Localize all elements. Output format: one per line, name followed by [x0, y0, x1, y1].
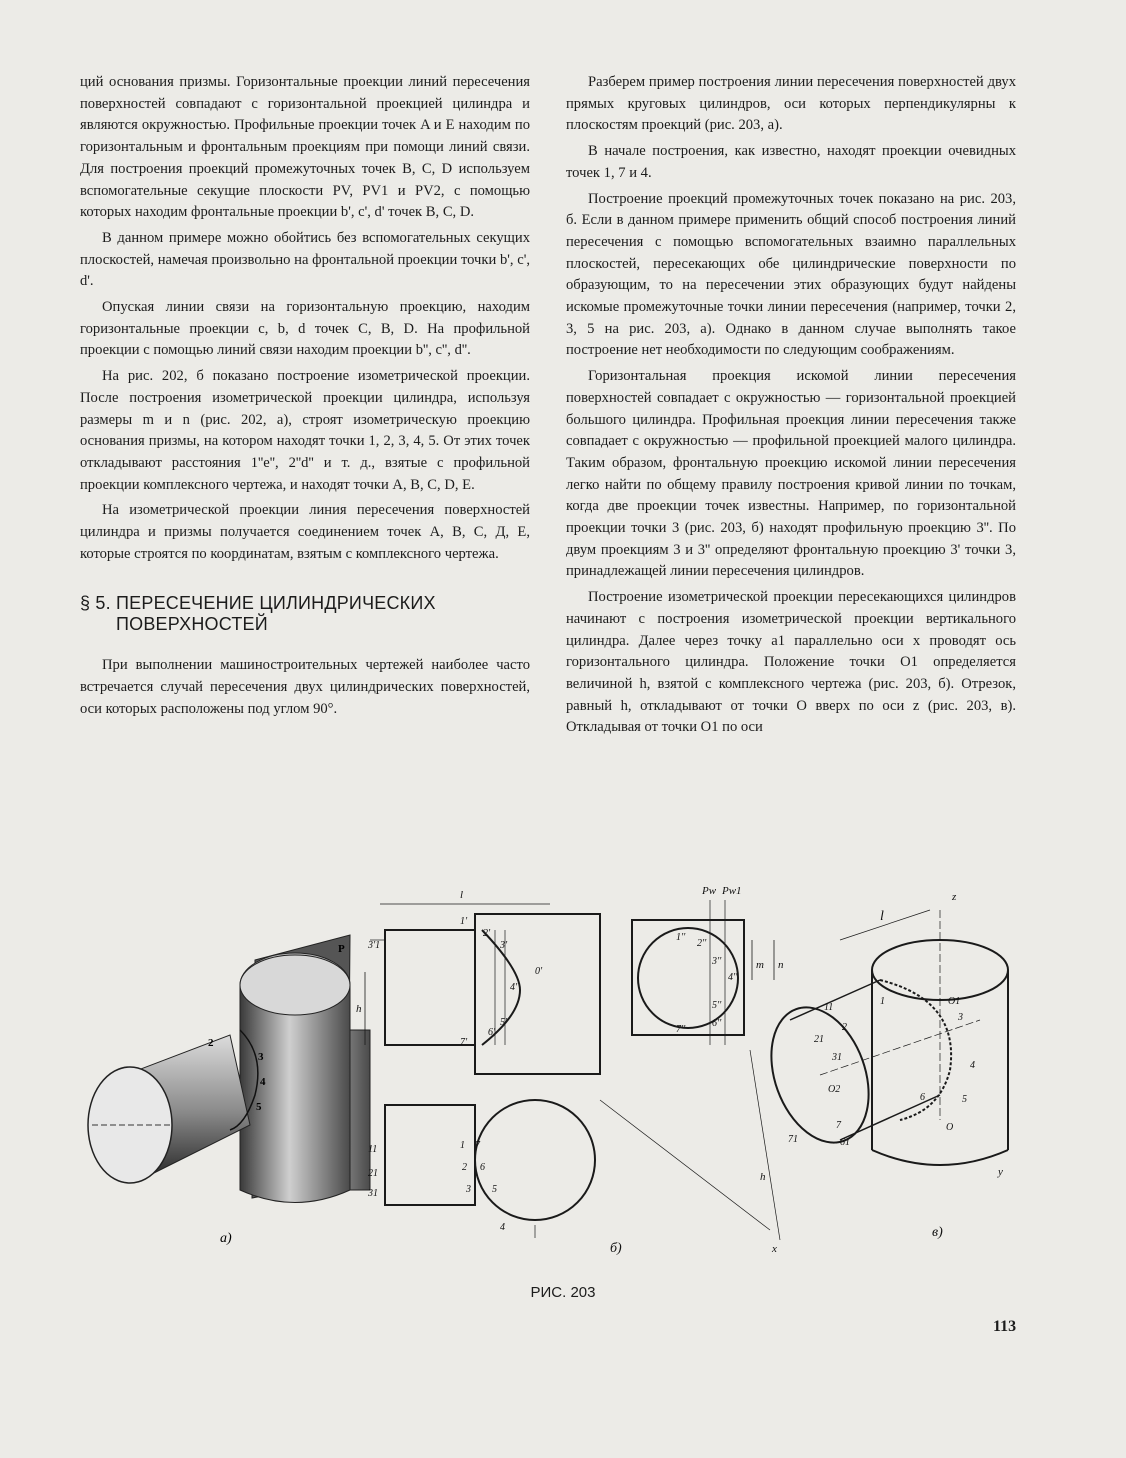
profile-point: 6'' — [712, 1018, 722, 1029]
picture-point: 5 — [256, 1101, 262, 1113]
profile-point: 2'' — [697, 938, 707, 949]
paragraph: В данном примере можно обойтись без вспомогательных секущих плоскостей, намечая произвольно на фронтальной проекции точки b', c', d'. — [80, 229, 530, 290]
top-point: 7 — [475, 1140, 480, 1151]
front-point: 0' — [535, 966, 543, 977]
dim-n: n — [778, 959, 784, 971]
left-column — [80, 72, 530, 725]
iso-point: 11 — [824, 1002, 834, 1013]
paragraph: Горизонтальная проекция искомой линии пересечения поверхностей совпадает с окружностью — горизонтальной проекцией большого цилиндра. Профильная проекция линии пересечения также совпадает с окружностью — профильной проекцией малого цилиндра. Таким образом, фронтальную проекцию искомой линии пересечения легко найти по общему правилу построения кривой линии по точкам, когда две проекции точек известны. Например, по горизонтальной проекции точки 3 (рис. 203, б) находят профильную проекцию 3''. По двум проекциям 3 и 3'' определяют фронтальную проекцию 3' точки 3, принадлежащей линии пересечения цилиндров. — [566, 368, 1016, 580]
profile-point: 1'' — [676, 932, 686, 943]
iso-point: 2 — [842, 1022, 847, 1033]
orthographic-view — [356, 885, 784, 1256]
top-point: 3 — [466, 1184, 471, 1195]
iso-point: O — [946, 1122, 954, 1133]
picture-point: 3 — [258, 1051, 264, 1063]
top-point: 1 — [460, 1140, 465, 1151]
front-point: 5' — [500, 1017, 508, 1028]
heading-line-1: § 5. ПЕРЕСЕЧЕНИЕ ЦИЛИНДРИЧЕСКИХ — [80, 593, 436, 614]
paragraph: При выполнении машиностроительных чертежей наиболее часто встречается случай пересечения двух цилиндрических поверхностей, оси которых расположены под углом 90°. — [80, 657, 530, 717]
paragraph: На рис. 202, б показано построение изометрической проекции. После построения изометрической проекции цилиндра, используя размеры m и n (рис. 202, а), строят изометрическую проекцию основания призмы, на котором находят точки 1, 2, 3, 4, 5. От этих точек откладывают расстояния 1''e'', 2''d'' и т. д., взятые с профильной проекции комплексного чертежа, и находят точки A, B, C, D, E. — [80, 368, 530, 493]
figure-203 — [80, 880, 1040, 1260]
iso-point: 3 — [958, 1012, 963, 1023]
iso-point: 31 — [832, 1052, 842, 1063]
paragraph: Построение проекций промежуточных точек показано на рис. 203, б. Если в данном примере применить общий способ построения линий пересечения с помощью вспомогательных взаимно параллельных плоскостей, пересекающих обе цилиндрические поверхности по образующим, то на пересечении этих образующих будут найдены искомые промежуточные точки линии пересечения (например, точки 2, 3, 5 на рис. 203, а). Однако в данном случае выполнять такое построение нет необходимости по следующим соображениям. — [566, 190, 1016, 359]
front-point: 2' — [483, 928, 491, 939]
pictorial-view — [88, 935, 370, 1246]
iso-point: O2 — [828, 1084, 841, 1095]
plane-pw: Pw — [702, 885, 717, 897]
iso-point: 4 — [970, 1060, 975, 1071]
top-point: 11 — [368, 1144, 378, 1155]
top-point: 4 — [500, 1222, 505, 1233]
front-point: 4' — [510, 982, 518, 993]
page-number: 113 — [993, 1318, 1017, 1335]
picture-point: 2 — [208, 1037, 214, 1049]
paragraph: Опуская линии связи на горизонтальную проекцию, находим горизонтальные проекции c, b, d точек C, B, D. На профильной проекции с помощью линий связи находим проекции b'', c'', d''. — [80, 299, 530, 359]
axis-z: z — [952, 891, 957, 903]
paragraph: Построение изометрической проекции пересекающихся цилиндров начинают с построения изометрической проекции вертикального цилиндра. Далее через точку a1 параллельно оси x проводят ось горизонтального цилиндра. Положение точки O1 определяется величиной h, взятой с комплексного чертежа (рис. 203, б). Отрезок, равный h, откладывают от точки O вверх по оси z (рис. 203, в). Откладывая от точки O1 по оси — [566, 589, 1016, 736]
top-point: 31 — [368, 1188, 378, 1199]
iso-point: 1 — [880, 996, 885, 1007]
paragraph: В начале построения, как известно, находят проекции очевидных точек 1, 7 и 4. — [566, 143, 1016, 181]
iso-point: 6 — [920, 1092, 925, 1103]
label-a: а) — [220, 1231, 232, 1246]
dim-h: h — [356, 1003, 362, 1015]
profile-point: 4'' — [728, 972, 738, 983]
dim-l-iso: l — [880, 909, 884, 924]
iso-point: 5 — [962, 1094, 967, 1105]
heading-line-2: ПОВЕРХНОСТЕЙ — [116, 614, 268, 635]
top-point: 5 — [492, 1184, 497, 1195]
right-column — [566, 72, 1016, 743]
front-point: 3'1 — [368, 940, 381, 951]
front-point: 6' — [488, 1027, 496, 1038]
iso-point: 71 — [788, 1134, 798, 1145]
picture-point: 4 — [260, 1076, 266, 1088]
isometric-view — [754, 891, 1008, 1240]
top-point: 6 — [480, 1162, 485, 1173]
iso-point: 21 — [814, 1034, 824, 1045]
label-b: б) — [610, 1241, 622, 1256]
front-point: 1' — [460, 916, 468, 927]
paragraph: Разберем пример построения линии пересечения поверхностей двух прямых круговых цилиндров, оси которых перпендикулярны к плоскостям проекций (рис. 203, а). — [566, 74, 1016, 134]
iso-point: 61 — [840, 1137, 850, 1148]
front-point: 7' — [460, 1037, 468, 1048]
dim-l: l — [460, 889, 464, 901]
iso-point: O1 — [948, 996, 961, 1007]
dim-m: m — [756, 959, 764, 971]
picture-point: P — [338, 943, 345, 955]
axis-x-b: x — [772, 1243, 777, 1255]
profile-point: 5'' — [712, 1000, 722, 1011]
plane-pw1: Pw1 — [722, 885, 742, 897]
paragraph: На изометрической проекции линия пересечения поверхностей цилиндра и призмы получается соединением точек A, B, C, Д, E, которые строятся по координатам, взятым с комплексного чертежа. — [80, 502, 530, 562]
top-point: 2 — [462, 1162, 467, 1173]
iso-point: 7 — [836, 1120, 841, 1131]
front-point: 3' — [500, 940, 508, 951]
profile-point: 3'' — [712, 956, 722, 967]
profile-point: 7'' — [676, 1024, 686, 1035]
dim-h-iso: h — [760, 1171, 766, 1183]
section-heading — [80, 593, 530, 635]
top-point: 21 — [368, 1168, 378, 1179]
figure-caption: РИС. 203 — [530, 1284, 596, 1301]
axis-y: y — [998, 1166, 1003, 1178]
paragraph: ций основания призмы. Горизонтальные проекции линий пересечения поверхностей совпадают с горизонтальной проекцией цилиндра и являются окружностью. Профильные проекции точек A и E находим по горизонтальным и фронтальным проекциям при помощи линий связи. Для построения проекций промежуточных точек B, C, D используем вспомогательные секущие плоскости PV, PV1 и PV2, с помощью которых находим фронтальные проекции b', c', d' точек B, C, D. — [80, 74, 530, 221]
label-v: в) — [932, 1225, 943, 1240]
